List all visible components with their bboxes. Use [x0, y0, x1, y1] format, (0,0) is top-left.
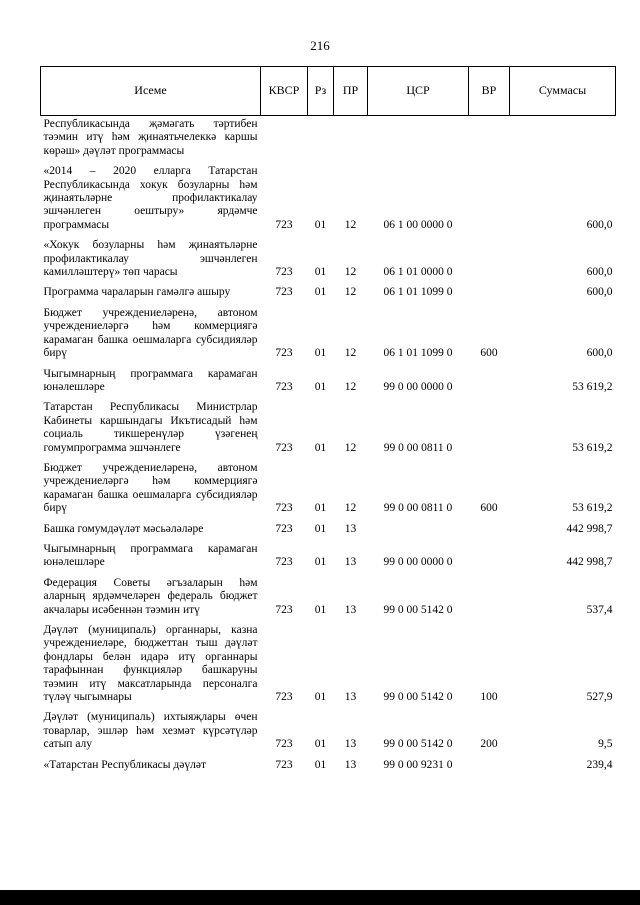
cell-kvsr: 723 [275, 218, 293, 231]
header-name: Исеме [41, 67, 261, 116]
header-kvsr: КВСР [261, 67, 308, 116]
cell-vr: 600 [480, 347, 498, 360]
cell-rz: 01 [314, 603, 327, 616]
cell-rz: 01 [314, 691, 327, 704]
cell-sum [510, 116, 616, 164]
cell-csr: 99 0 00 0000 0 [383, 556, 453, 569]
cell-vr [469, 163, 510, 237]
cell-csr: 99 0 00 0811 0 [383, 441, 453, 454]
cell-rz: 01 [314, 758, 327, 771]
cell-vr [469, 284, 510, 304]
cell-pr: 13 [344, 758, 357, 771]
cell-pr [334, 116, 368, 164]
cell-name: Федерация Советы әгъзаларын һәм аларның ярдәмчеләрен федераль бюджет акчалары исәбеннән тәэмин итү [43, 576, 258, 616]
cell-rz: 01 [314, 380, 327, 393]
cell-vr [469, 366, 510, 400]
header-csr: ЦСР [368, 67, 469, 116]
cell-kvsr: 723 [275, 691, 293, 704]
table-row [41, 460, 616, 521]
cell-kvsr: 723 [275, 502, 293, 515]
cell-sum: 537,4 [586, 603, 613, 616]
table-row [41, 366, 616, 400]
table-row [41, 116, 616, 164]
cell-csr: 06 1 01 1099 0 [383, 286, 453, 299]
budget-table [40, 66, 616, 777]
table-row [41, 541, 616, 575]
cell-name: Дәүләт (муниципаль) органнары, казна учреждениеләре, бюджеттан тыш дәүләт фондлары белән идарә итү органнары тарафыннан функцияләр башкаруны тәэмин итү максатларында персоналга түләү чыгымнары [43, 624, 258, 704]
cell-csr: 99 0 00 0000 0 [383, 380, 453, 393]
cell-csr: 99 0 00 0811 0 [383, 502, 453, 515]
cell-sum: 600,0 [586, 286, 613, 299]
cell-pr: 12 [344, 347, 357, 360]
table-row [41, 284, 616, 304]
cell-pr: 12 [344, 266, 357, 279]
cell-rz: 01 [314, 441, 327, 454]
cell-csr: 99 0 00 5142 0 [383, 691, 453, 704]
cell-kvsr: 723 [275, 286, 293, 299]
cell-kvsr: 723 [275, 738, 293, 751]
cell-rz: 01 [314, 218, 327, 231]
cell-kvsr: 723 [275, 380, 293, 393]
cell-vr: 100 [480, 691, 498, 704]
cell-sum: 600,0 [586, 218, 613, 231]
table-row [41, 709, 616, 756]
cell-name: Чыгымнарның программага карамаган юнәлешләре [43, 367, 258, 393]
cell-vr [469, 541, 510, 575]
cell-rz [308, 116, 334, 164]
cell-sum: 442 998,7 [566, 556, 613, 569]
cell-vr [469, 399, 510, 460]
cell-sum: 239,4 [586, 758, 613, 771]
cell-pr: 13 [344, 556, 357, 569]
cell-name: «Хокук бозуларны һәм җинаятьләрне профилактикалау эшчәнлеген камилләштерү» төп чарасы [43, 239, 258, 279]
header-sum: Суммасы [510, 67, 616, 116]
cell-rz: 01 [314, 347, 327, 360]
cell-pr: 13 [344, 603, 357, 616]
cell-csr: 06 1 01 0000 0 [383, 266, 453, 279]
table-row [41, 622, 616, 709]
cell-sum: 53 619,2 [572, 380, 613, 393]
cell-kvsr: 723 [275, 556, 293, 569]
cell-rz: 01 [314, 286, 327, 299]
cell-pr: 13 [344, 522, 357, 535]
table-row [41, 575, 616, 622]
cell-name: Бюджет учреждениеләренә, автоном учреждениеләргә һәм коммерциягә карамаган башка оешмаларга субсидияләр бирү [43, 306, 258, 360]
cell-rz: 01 [314, 738, 327, 751]
header-vr: ВР [469, 67, 510, 116]
cell-vr [469, 116, 510, 164]
cell-pr: 13 [344, 738, 357, 751]
cell-csr [368, 521, 469, 541]
table-row [41, 237, 616, 284]
cell-kvsr: 723 [275, 266, 293, 279]
table-row [41, 305, 616, 366]
cell-vr [469, 757, 510, 777]
cell-sum: 53 619,2 [572, 441, 613, 454]
header-rz: Рз [308, 67, 334, 116]
cell-sum: 9,5 [598, 738, 613, 751]
cell-vr [469, 575, 510, 622]
cell-vr: 600 [480, 502, 498, 515]
scan-bottom-edge [0, 890, 640, 905]
cell-csr: 99 0 00 9231 0 [383, 758, 453, 771]
cell-kvsr: 723 [275, 522, 293, 535]
table-row [41, 757, 616, 777]
cell-name: Программа чараларын гамәлгә ашыру [43, 286, 231, 299]
header-pr: ПР [334, 67, 368, 116]
cell-name: «2014 – 2020 елларга Татарстан Республикасында хокук бозуларны һәм җинаятьләрне профилактикалау эшчәнлеген оештыру» ярдәмче программасы [43, 165, 258, 231]
cell-name: Бюджет учреждениеләренә, автоном учреждениеләргә һәм коммерциягә карамаган башка оешмаларга субсидияләр бирү [43, 461, 258, 515]
cell-vr [469, 521, 510, 541]
cell-csr: 06 1 01 1099 0 [383, 347, 453, 360]
cell-sum: 600,0 [586, 266, 613, 279]
table-header-row [41, 67, 616, 116]
cell-csr: 99 0 00 5142 0 [383, 603, 453, 616]
cell-rz: 01 [314, 522, 327, 535]
cell-kvsr: 723 [275, 347, 293, 360]
cell-name: Татарстан Республикасы Министрлар Кабинеты каршындагы Икътисадый һәм социаль тикшеренүләр үзәгенең гомумпрограмма эшчәнлеге [43, 401, 258, 454]
cell-pr: 12 [344, 502, 357, 515]
cell-vr [469, 237, 510, 284]
cell-sum: 527,9 [586, 691, 613, 704]
table-row [41, 399, 616, 460]
cell-rz: 01 [314, 502, 327, 515]
cell-pr: 12 [344, 380, 357, 393]
cell-kvsr: 723 [275, 603, 293, 616]
cell-pr: 13 [344, 691, 357, 704]
table-row [41, 521, 616, 541]
table-row [41, 163, 616, 237]
cell-pr: 12 [344, 286, 357, 299]
page-number: 216 [310, 38, 330, 53]
cell-vr: 200 [480, 738, 498, 751]
cell-name: Республикасында җәмәгать тәртибен тәэмин итү һәм җинаятьчелеккә каршы көрәш» дәүләт программасы [43, 118, 258, 157]
cell-sum: 600,0 [586, 347, 613, 360]
cell-csr [368, 116, 469, 164]
cell-name: Дәүләт (муниципаль) ихтыяҗлары өчен товарлар, эшләр һәм хезмәт күрсәтүләр сатып алу [43, 711, 258, 751]
cell-sum: 442 998,7 [566, 522, 613, 535]
cell-sum: 53 619,2 [572, 502, 613, 515]
cell-name: «Татарстан Республикасы дәүләт [43, 758, 206, 771]
cell-name: Башка гомумдәүләт мәсьәләләре [43, 522, 204, 535]
cell-rz: 01 [314, 556, 327, 569]
cell-name: Чыгымнарның программага карамаган юнәлешләре [43, 542, 258, 569]
cell-kvsr: 723 [275, 441, 293, 454]
cell-csr: 06 1 00 0000 0 [383, 218, 453, 231]
cell-pr: 12 [344, 218, 357, 231]
cell-rz: 01 [314, 266, 327, 279]
cell-kvsr [261, 116, 308, 164]
cell-pr: 12 [344, 441, 357, 454]
cell-csr: 99 0 00 5142 0 [383, 738, 453, 751]
cell-kvsr: 723 [275, 758, 293, 771]
